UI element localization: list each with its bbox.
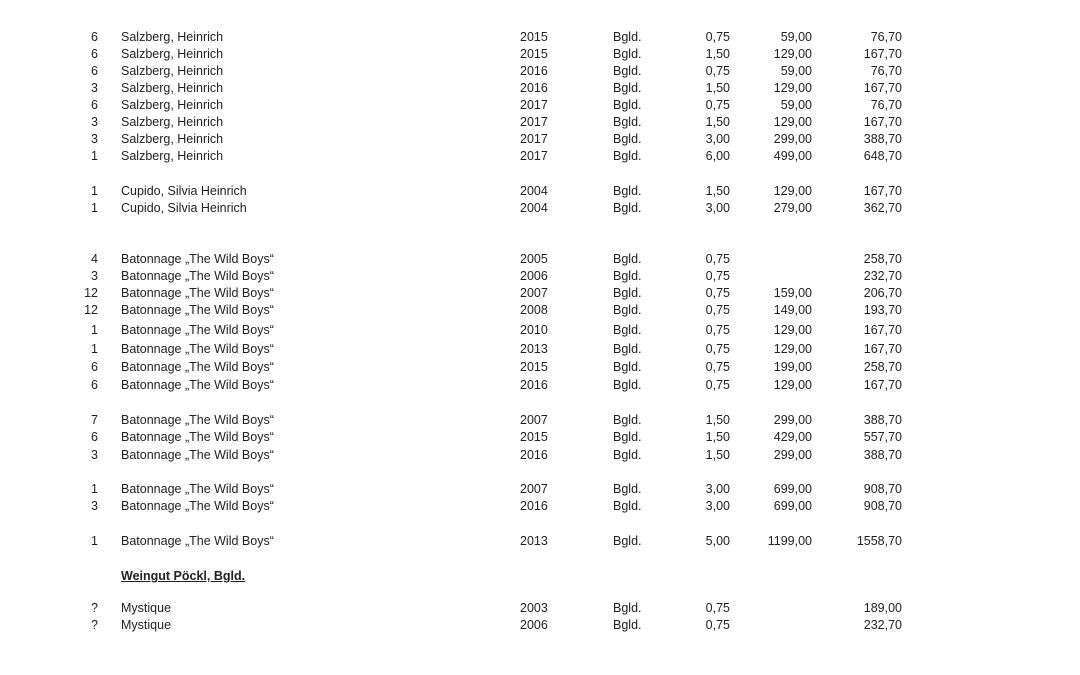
quantity: 6 [91, 430, 98, 444]
wine-name: Salzberg, Heinrich [121, 132, 224, 146]
unit-price: 299,00 [773, 132, 812, 146]
vintage-year: 2015 [520, 47, 548, 61]
vintage-year: 2007 [520, 413, 548, 427]
total-price: 908,70 [863, 499, 902, 513]
quantity: 12 [84, 303, 98, 317]
bottle-volume: 1,50 [705, 115, 730, 129]
quantity: 3 [91, 132, 98, 146]
wine-name: Mystique [121, 601, 172, 615]
wine-row [0, 617, 1080, 634]
unit-price: 199,00 [773, 360, 812, 374]
region: Bgld. [613, 115, 642, 129]
wine-row [0, 183, 1080, 200]
wine-name: Salzberg, Heinrich [121, 149, 224, 163]
unit-price: 129,00 [773, 184, 812, 198]
region: Bgld. [613, 342, 642, 356]
bottle-volume: 0,75 [705, 286, 730, 300]
total-price: 1558,70 [856, 534, 902, 548]
total-price: 167,70 [863, 323, 902, 337]
region: Bgld. [613, 482, 642, 496]
region: Bgld. [613, 534, 642, 548]
vintage-year: 2004 [520, 184, 548, 198]
vintage-year: 2016 [520, 378, 548, 392]
wine-row [0, 412, 1080, 429]
vintage-year: 2016 [520, 448, 548, 462]
wine-name: Batonnage „The Wild Boys“ [121, 269, 274, 283]
total-price: 76,70 [870, 98, 902, 112]
wine-row [0, 600, 1080, 617]
total-price: 388,70 [863, 413, 902, 427]
total-price: 167,70 [863, 115, 902, 129]
quantity: 4 [91, 252, 98, 266]
bottle-volume: 1,50 [705, 184, 730, 198]
vintage-year: 2016 [520, 64, 548, 78]
wine-name: Salzberg, Heinrich [121, 98, 224, 112]
region: Bgld. [613, 360, 642, 374]
wine-row [0, 200, 1080, 217]
bottle-volume: 1,50 [705, 448, 730, 462]
total-price: 648,70 [863, 149, 902, 163]
total-price: 167,70 [863, 184, 902, 198]
vintage-year: 2006 [520, 618, 548, 632]
total-price: 206,70 [863, 286, 902, 300]
bottle-volume: 1,50 [705, 81, 730, 95]
quantity: 12 [84, 286, 98, 300]
region: Bgld. [613, 448, 642, 462]
bottle-volume: 0,75 [705, 618, 730, 632]
wine-row [0, 377, 1080, 394]
bottle-volume: 0,75 [705, 342, 730, 356]
region: Bgld. [613, 286, 642, 300]
wine-row [0, 97, 1080, 114]
total-price: 388,70 [863, 448, 902, 462]
unit-price: 429,00 [773, 430, 812, 444]
total-price: 167,70 [863, 47, 902, 61]
region: Bgld. [613, 201, 642, 215]
bottle-volume: 0,75 [705, 64, 730, 78]
total-price: 557,70 [863, 430, 902, 444]
vintage-year: 2003 [520, 601, 548, 615]
wine-name: Batonnage „The Wild Boys“ [121, 252, 274, 266]
quantity: 6 [91, 360, 98, 374]
wine-row [0, 131, 1080, 148]
wine-row [0, 114, 1080, 131]
quantity: 1 [91, 342, 98, 356]
bottle-volume: 3,00 [705, 132, 730, 146]
wine-row [0, 251, 1080, 268]
quantity: 1 [91, 149, 98, 163]
unit-price: 59,00 [780, 98, 812, 112]
wine-name: Batonnage „The Wild Boys“ [121, 323, 274, 337]
wine-name: Cupido, Silvia Heinrich [121, 184, 247, 198]
wine-name: Batonnage „The Wild Boys“ [121, 499, 274, 513]
wine-name: Batonnage „The Wild Boys“ [121, 303, 274, 317]
quantity: 1 [91, 201, 98, 215]
unit-price: 59,00 [780, 30, 812, 44]
total-price: 189,00 [863, 601, 902, 615]
bottle-volume: 0,75 [705, 378, 730, 392]
region: Bgld. [613, 601, 642, 615]
bottle-volume: 0,75 [705, 360, 730, 374]
quantity: 6 [91, 30, 98, 44]
bottle-volume: 1,50 [705, 47, 730, 61]
region: Bgld. [613, 303, 642, 317]
quantity: 3 [91, 115, 98, 129]
wine-name: Batonnage „The Wild Boys“ [121, 482, 274, 496]
region: Bgld. [613, 413, 642, 427]
vintage-year: 2015 [520, 30, 548, 44]
vintage-year: 2016 [520, 81, 548, 95]
bottle-volume: 0,75 [705, 252, 730, 266]
quantity: 3 [91, 81, 98, 95]
region: Bgld. [613, 81, 642, 95]
quantity: ? [91, 618, 98, 632]
vintage-year: 2010 [520, 323, 548, 337]
wine-name: Batonnage „The Wild Boys“ [121, 448, 274, 462]
bottle-volume: 0,75 [705, 269, 730, 283]
total-price: 167,70 [863, 378, 902, 392]
vintage-year: 2017 [520, 132, 548, 146]
quantity: 1 [91, 323, 98, 337]
unit-price: 129,00 [773, 47, 812, 61]
wine-row [0, 148, 1080, 165]
wine-row [0, 268, 1080, 285]
wine-row [0, 447, 1080, 464]
quantity: 6 [91, 47, 98, 61]
wine-name: Salzberg, Heinrich [121, 81, 224, 95]
wine-row [0, 429, 1080, 446]
wine-name: Batonnage „The Wild Boys“ [121, 430, 274, 444]
region: Bgld. [613, 184, 642, 198]
unit-price: 129,00 [773, 115, 812, 129]
total-price: 258,70 [863, 252, 902, 266]
total-price: 76,70 [870, 64, 902, 78]
wine-row [0, 285, 1080, 302]
region: Bgld. [613, 98, 642, 112]
vintage-year: 2004 [520, 201, 548, 215]
region: Bgld. [613, 149, 642, 163]
region: Bgld. [613, 64, 642, 78]
bottle-volume: 0,75 [705, 98, 730, 112]
wine-name: Salzberg, Heinrich [121, 64, 224, 78]
bottle-volume: 3,00 [705, 482, 730, 496]
vintage-year: 2015 [520, 430, 548, 444]
unit-price: 129,00 [773, 342, 812, 356]
unit-price: 699,00 [773, 482, 812, 496]
wine-row [0, 63, 1080, 80]
region: Bgld. [613, 618, 642, 632]
bottle-volume: 3,00 [705, 499, 730, 513]
total-price: 908,70 [863, 482, 902, 496]
wine-row [0, 322, 1080, 339]
wine-name: Batonnage „The Wild Boys“ [121, 342, 274, 356]
wine-row [0, 46, 1080, 63]
total-price: 232,70 [863, 618, 902, 632]
unit-price: 279,00 [773, 201, 812, 215]
total-price: 167,70 [863, 342, 902, 356]
section-heading: Weingut Pöckl, Bgld. [121, 569, 246, 583]
wine-name: Batonnage „The Wild Boys“ [121, 534, 274, 548]
unit-price: 699,00 [773, 499, 812, 513]
quantity: 6 [91, 98, 98, 112]
region: Bgld. [613, 430, 642, 444]
bottle-volume: 3,00 [705, 201, 730, 215]
vintage-year: 2006 [520, 269, 548, 283]
wine-row [0, 29, 1080, 46]
wine-name: Salzberg, Heinrich [121, 47, 224, 61]
total-price: 167,70 [863, 81, 902, 95]
wine-name: Batonnage „The Wild Boys“ [121, 360, 274, 374]
total-price: 76,70 [870, 30, 902, 44]
quantity: 3 [91, 499, 98, 513]
wine-name: Mystique [121, 618, 172, 632]
wine-row [0, 302, 1080, 319]
unit-price: 299,00 [773, 413, 812, 427]
quantity: ? [91, 601, 98, 615]
region: Bgld. [613, 47, 642, 61]
quantity: 1 [91, 482, 98, 496]
quantity: 6 [91, 378, 98, 392]
unit-price: 159,00 [773, 286, 812, 300]
wine-name: Salzberg, Heinrich [121, 30, 224, 44]
vintage-year: 2017 [520, 149, 548, 163]
bottle-volume: 1,50 [705, 430, 730, 444]
unit-price: 129,00 [773, 323, 812, 337]
vintage-year: 2013 [520, 534, 548, 548]
region: Bgld. [613, 378, 642, 392]
vintage-year: 2017 [520, 98, 548, 112]
unit-price: 499,00 [773, 149, 812, 163]
wine-name: Salzberg, Heinrich [121, 115, 224, 129]
region: Bgld. [613, 499, 642, 513]
vintage-year: 2016 [520, 499, 548, 513]
bottle-volume: 0,75 [705, 303, 730, 317]
total-price: 258,70 [863, 360, 902, 374]
region: Bgld. [613, 323, 642, 337]
wine-name: Batonnage „The Wild Boys“ [121, 378, 274, 392]
bottle-volume: 0,75 [705, 30, 730, 44]
bottle-volume: 6,00 [705, 149, 730, 163]
quantity: 1 [91, 184, 98, 198]
quantity: 3 [91, 269, 98, 283]
total-price: 193,70 [863, 303, 902, 317]
bottle-volume: 0,75 [705, 323, 730, 337]
quantity: 6 [91, 64, 98, 78]
wine-name: Cupido, Silvia Heinrich [121, 201, 247, 215]
unit-price: 149,00 [773, 303, 812, 317]
quantity: 1 [91, 534, 98, 548]
unit-price: 1199,00 [767, 534, 812, 548]
wine-row [0, 359, 1080, 376]
wine-row [0, 341, 1080, 358]
wine-name: Batonnage „The Wild Boys“ [121, 413, 274, 427]
vintage-year: 2015 [520, 360, 548, 374]
vintage-year: 2007 [520, 286, 548, 300]
bottle-volume: 5,00 [705, 534, 730, 548]
quantity: 3 [91, 448, 98, 462]
total-price: 362,70 [863, 201, 902, 215]
unit-price: 299,00 [773, 448, 812, 462]
wine-row [0, 80, 1080, 97]
total-price: 232,70 [863, 269, 902, 283]
region: Bgld. [613, 269, 642, 283]
vintage-year: 2005 [520, 252, 548, 266]
wine-row [0, 533, 1080, 550]
vintage-year: 2017 [520, 115, 548, 129]
quantity: 7 [91, 413, 98, 427]
unit-price: 59,00 [780, 64, 812, 78]
wine-row [0, 481, 1080, 498]
region: Bgld. [613, 132, 642, 146]
bottle-volume: 0,75 [705, 601, 730, 615]
region: Bgld. [613, 30, 642, 44]
region: Bgld. [613, 252, 642, 266]
unit-price: 129,00 [773, 81, 812, 95]
vintage-year: 2007 [520, 482, 548, 496]
wine-name: Batonnage „The Wild Boys“ [121, 286, 274, 300]
total-price: 388,70 [863, 132, 902, 146]
unit-price: 129,00 [773, 378, 812, 392]
wine-row [0, 498, 1080, 515]
vintage-year: 2013 [520, 342, 548, 356]
bottle-volume: 1,50 [705, 413, 730, 427]
vintage-year: 2008 [520, 303, 548, 317]
